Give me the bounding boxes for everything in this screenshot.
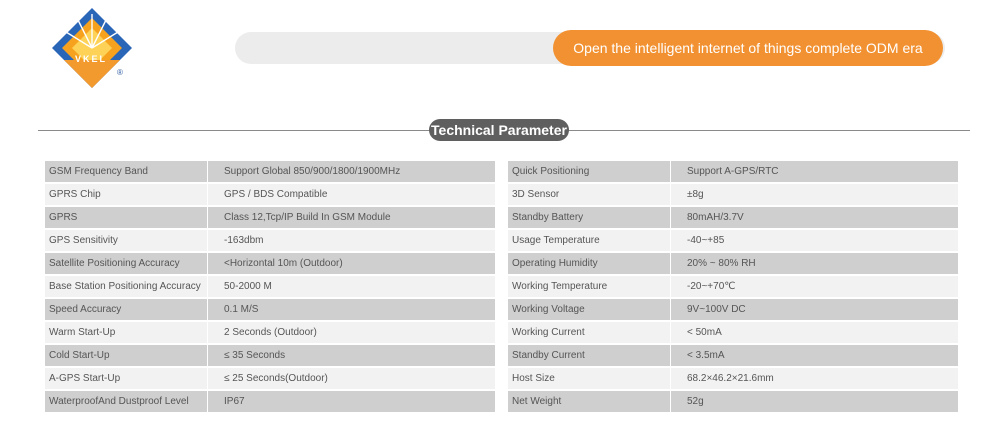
param-label: Cold Start-Up	[45, 344, 207, 367]
param-value: <Horizontal 10m (Outdoor)	[208, 252, 495, 275]
param-label: 3D Sensor	[508, 183, 670, 206]
param-value: Class 12,Tcp/IP Build In GSM Module	[208, 206, 495, 229]
param-label: GPRS	[45, 206, 207, 229]
param-value: 68.2×46.2×21.6mm	[671, 367, 958, 390]
param-row	[45, 321, 495, 344]
param-value: IP67	[208, 390, 495, 413]
param-row	[508, 183, 958, 206]
param-row	[45, 183, 495, 206]
param-label: Usage Temperature	[508, 229, 670, 252]
param-label: Standby Battery	[508, 206, 670, 229]
param-row	[508, 206, 958, 229]
param-row	[45, 344, 495, 367]
param-label: Host Size	[508, 367, 670, 390]
param-row	[508, 229, 958, 252]
brand-name: VKEL	[74, 54, 107, 64]
param-row	[508, 298, 958, 321]
param-value: 52g	[671, 390, 958, 413]
param-label: GPS Sensitivity	[45, 229, 207, 252]
param-value: Support A-GPS/RTC	[671, 161, 958, 183]
param-value: 50-2000 M	[208, 275, 495, 298]
param-value: 80mAH/3.7V	[671, 206, 958, 229]
registered-mark: ®	[117, 68, 123, 77]
param-label: Operating Humidity	[508, 252, 670, 275]
param-value: ≤ 25 Seconds(Outdoor)	[208, 367, 495, 390]
param-value: ±8g	[671, 183, 958, 206]
param-row	[45, 390, 495, 413]
param-row	[45, 206, 495, 229]
param-value: Support Global 850/900/1800/1900MHz	[208, 161, 495, 183]
param-label: GSM Frequency Band	[45, 161, 207, 183]
param-value: < 3.5mA	[671, 344, 958, 367]
param-label: Satellite Positioning Accuracy	[45, 252, 207, 275]
param-value: ≤ 35 Seconds	[208, 344, 495, 367]
param-label: Net Weight	[508, 390, 670, 413]
param-row	[45, 275, 495, 298]
param-row	[508, 161, 958, 183]
param-label: Working Voltage	[508, 298, 670, 321]
param-label: Quick Positioning	[508, 161, 670, 183]
param-value: 9V~100V DC	[671, 298, 958, 321]
param-row	[508, 367, 958, 390]
parameters-table-left	[45, 161, 495, 414]
param-label: Standby Current	[508, 344, 670, 367]
param-row	[45, 298, 495, 321]
param-label: Speed Accuracy	[45, 298, 207, 321]
param-row	[508, 390, 958, 413]
param-row	[508, 344, 958, 367]
param-value: 0.1 M/S	[208, 298, 495, 321]
param-row	[508, 252, 958, 275]
param-label: A-GPS Start-Up	[45, 367, 207, 390]
param-value: -20~+70℃	[671, 275, 958, 298]
param-row	[508, 321, 958, 344]
parameters-table-right	[508, 161, 958, 414]
param-label: Base Station Positioning Accuracy	[45, 275, 207, 298]
param-label: Working Current	[508, 321, 670, 344]
slogan-banner: Open the intelligent internet of things complete ODM era	[553, 30, 943, 66]
param-value: < 50mA	[671, 321, 958, 344]
param-value: -40~+85	[671, 229, 958, 252]
param-label: Working Temperature	[508, 275, 670, 298]
param-value: 20% ~ 80% RH	[671, 252, 958, 275]
param-row	[45, 161, 495, 183]
param-row	[45, 229, 495, 252]
param-label: WaterproofAnd Dustproof Level	[45, 390, 207, 413]
param-row	[45, 367, 495, 390]
param-value: 2 Seconds (Outdoor)	[208, 321, 495, 344]
param-label: Warm Start-Up	[45, 321, 207, 344]
section-title: Technical Parameter	[429, 119, 569, 141]
param-label: GPRS Chip	[45, 183, 207, 206]
param-value: GPS / BDS Compatible	[208, 183, 495, 206]
param-row	[508, 275, 958, 298]
param-value: -163dbm	[208, 229, 495, 252]
param-row	[45, 252, 495, 275]
